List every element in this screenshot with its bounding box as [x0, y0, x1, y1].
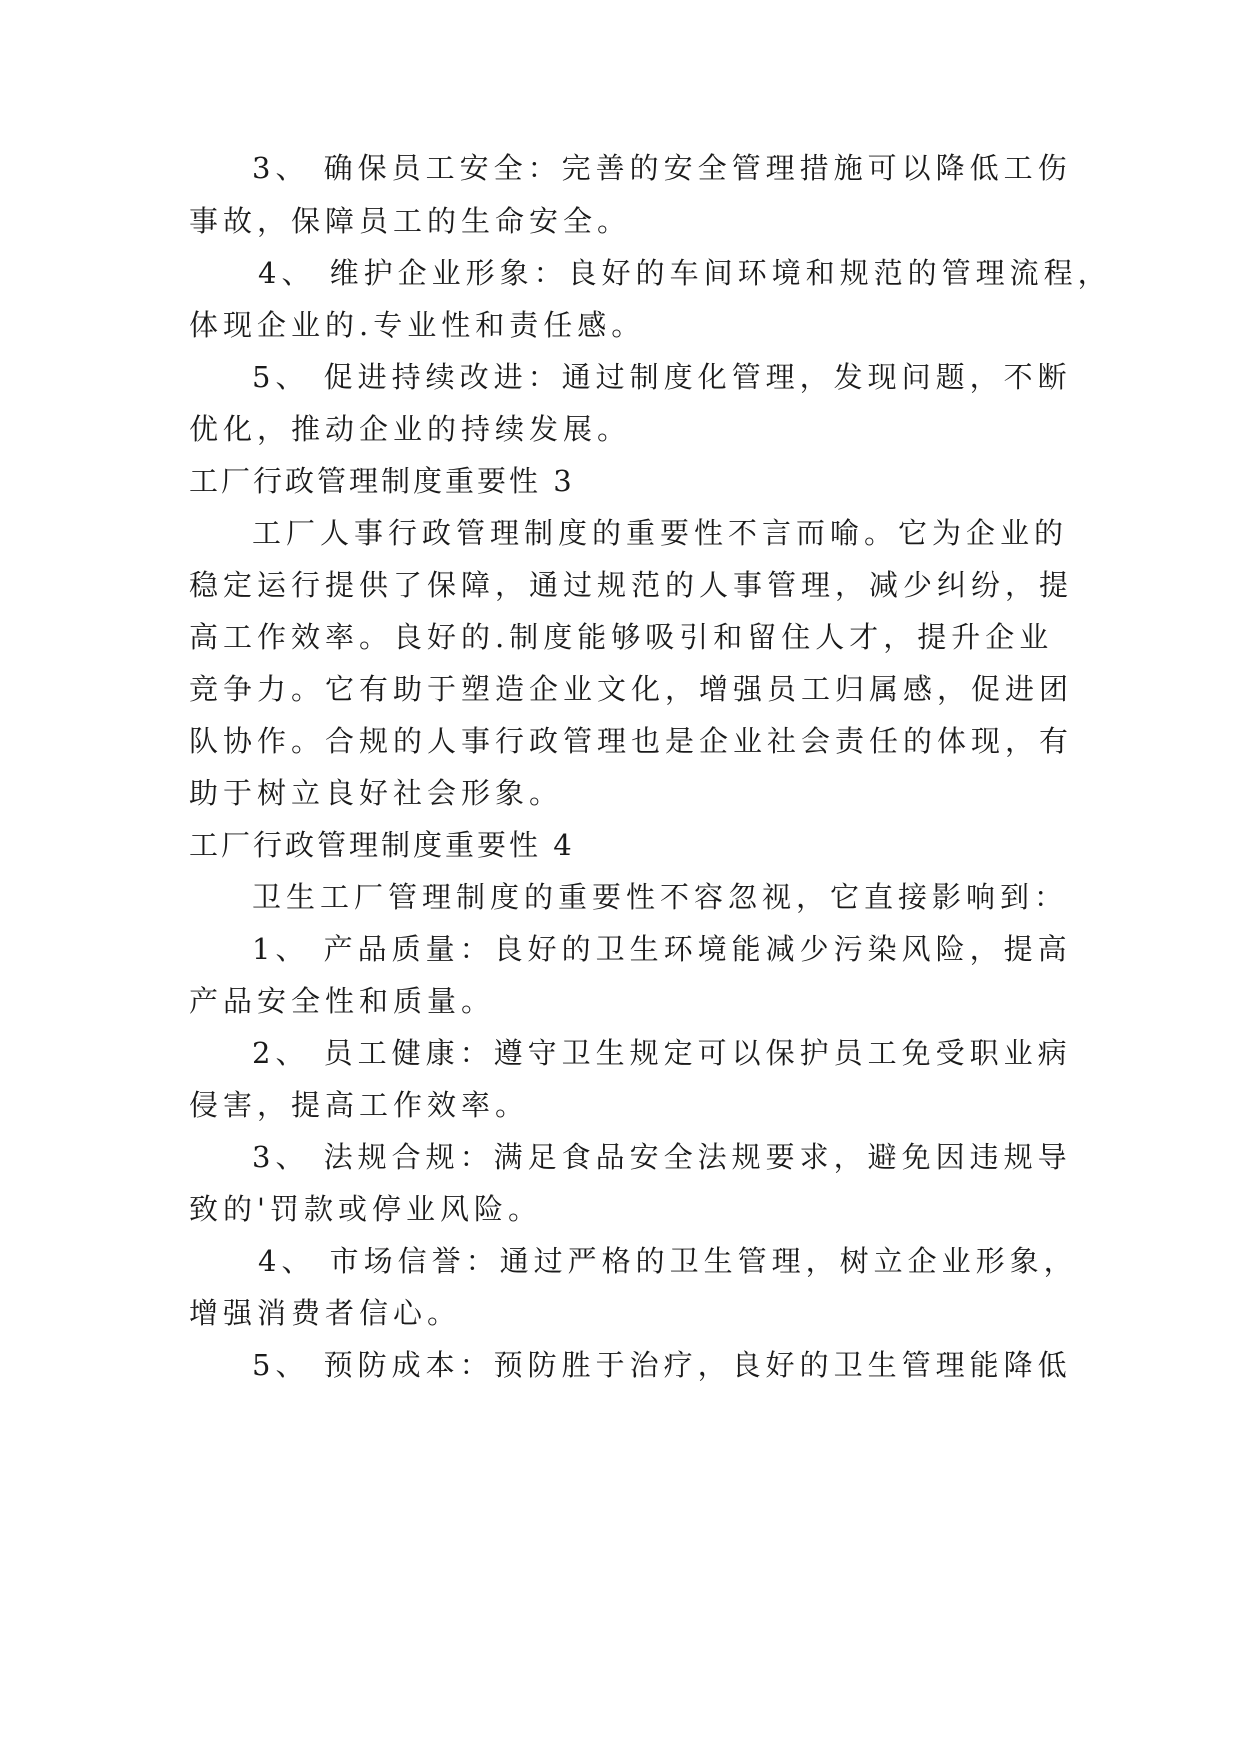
list-item-3b-line-2: 致的'罚款或停业风险。	[189, 1192, 542, 1226]
list-item-2-line-1: 2、 员工健康：遵守卫生规定可以保护员工免受职业病	[252, 1036, 1072, 1070]
list-item-3-line-2: 事故，保障员工的生命安全。	[189, 204, 632, 238]
list-item-1-line-2: 产品安全性和质量。	[189, 984, 496, 1018]
paragraph-line: 队协作。合规的人事行政管理也是企业社会责任的体现，有	[189, 724, 1074, 758]
list-item-4-line-2: 体现企业的.专业性和责任感。	[189, 308, 646, 342]
section-heading-4: 工厂行政管理制度重要性 4	[189, 828, 575, 862]
list-item-2-line-2: 侵害，提高工作效率。	[189, 1088, 530, 1122]
list-item-4b-line-2: 增强消费者信心。	[189, 1296, 462, 1330]
paragraph-line: 助于树立良好社会形象。	[189, 776, 564, 810]
paragraph-line: 竞争力。它有助于塑造企业文化，增强员工归属感，促进团	[189, 672, 1074, 706]
list-item-5-line-2: 优化，推动企业的持续发展。	[189, 412, 632, 446]
paragraph-line: 稳定运行提供了保障，通过规范的人事管理，减少纠纷，提	[189, 568, 1074, 602]
list-item-1-line-1: 1、 产品质量：良好的卫生环境能减少污染风险，提高	[252, 932, 1072, 966]
list-item-5-line-1: 5、 促进持续改进：通过制度化管理，发现问题，不断	[252, 360, 1072, 394]
paragraph-line: 工厂人事行政管理制度的重要性不言而喻。它为企业的	[252, 516, 1069, 550]
paragraph-line: 高工作效率。良好的.制度能够吸引和留住人才，提升企业	[189, 620, 1054, 654]
list-item-4-line-1: 4、 维护企业形象：良好的车间环境和规范的管理流程，	[258, 256, 1112, 290]
section-heading-3: 工厂行政管理制度重要性 3	[189, 464, 575, 498]
list-item-5b-line-1: 5、 预防成本：预防胜于治疗，良好的卫生管理能降低	[252, 1348, 1072, 1382]
list-item-3b-line-1: 3、 法规合规：满足食品安全法规要求，避免因违规导	[252, 1140, 1072, 1174]
list-item-3-line-1: 3、 确保员工安全：完善的安全管理措施可以降低工伤	[252, 151, 1072, 185]
paragraph-intro: 卫生工厂管理制度的重要性不容忽视，它直接影响到：	[252, 880, 1069, 914]
list-item-4b-line-1: 4、 市场信誉：通过严格的卫生管理，树立企业形象，	[258, 1244, 1078, 1278]
